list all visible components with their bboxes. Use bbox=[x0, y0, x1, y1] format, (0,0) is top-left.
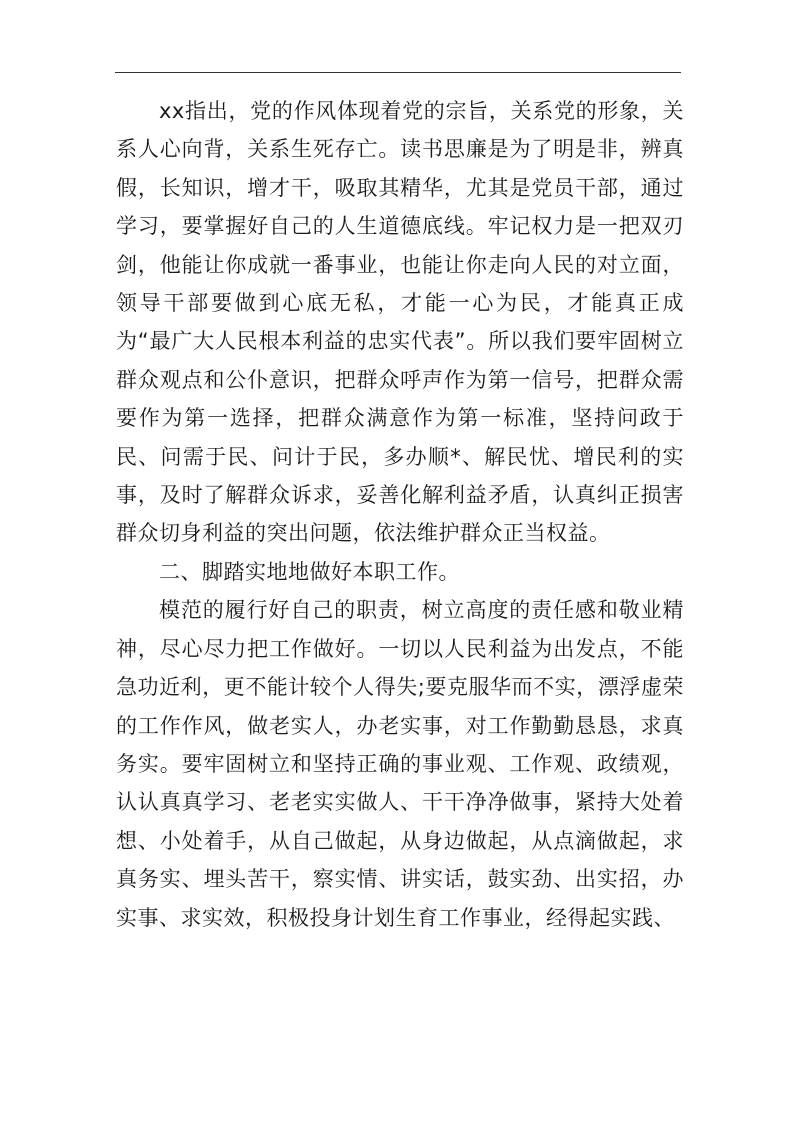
document-body bbox=[116, 92, 684, 937]
paragraph-duties: 模范的履行好自己的职责，树立高度的责任感和敬业精神，尽心尽力把工作做好。一切以人民利益为出发点，不能急功近利，更不能计较个人得失;要克服华而不实，漂浮虚荣的工作作风，做老实人，办老实事，对工作勤勤恳恳，求真务实。要牢固树立和坚持正确的事业观、工作观、政绩观，认认真真学习、老老实实做人、干干净净做事，紧持大处着想、小处着手，从自己做起，从身边做起，从点滴做起，求真务实、埋头苦干，察实情、讲实话，鼓实劲、出实招，办实事、求实效，积极投身计划生育工作事业，经得起实践、 bbox=[116, 598, 684, 930]
section-heading-2: 二、脚踏实地地做好本职工作。 bbox=[159, 559, 460, 584]
paragraph-party-style: xx指出，党的作风体现着党的宗旨，关系党的形象，关系人心向背，关系生死存亡。读书思廉是为了明是非，辨真假，长知识，增才干，吸取其精华，尤其是党员干部，通过学习，要掌握好自己的人生道德底线。牢记权力是一把双刃剑，他能让你成就一番事业，也能让你走向人民的对立面，领导干部要做到心底无私，才能一心为民，才能真正成为“最广大人民根本利益的忠实代表”。所以我们要牢固树立群众观点和公仆意识，把群众呼声作为第一信号，把群众需要作为第一选择，把群众满意作为第一标准，坚持问政于民、问需于民、问计于民，多办顺*、解民忧、增民利的实事，及时了解群众诉求，妥善化解利益矛盾，认真纠正损害群众切身利益的突出问题，依法维护群众正当权益。 bbox=[116, 99, 684, 546]
header-rule bbox=[115, 72, 681, 73]
